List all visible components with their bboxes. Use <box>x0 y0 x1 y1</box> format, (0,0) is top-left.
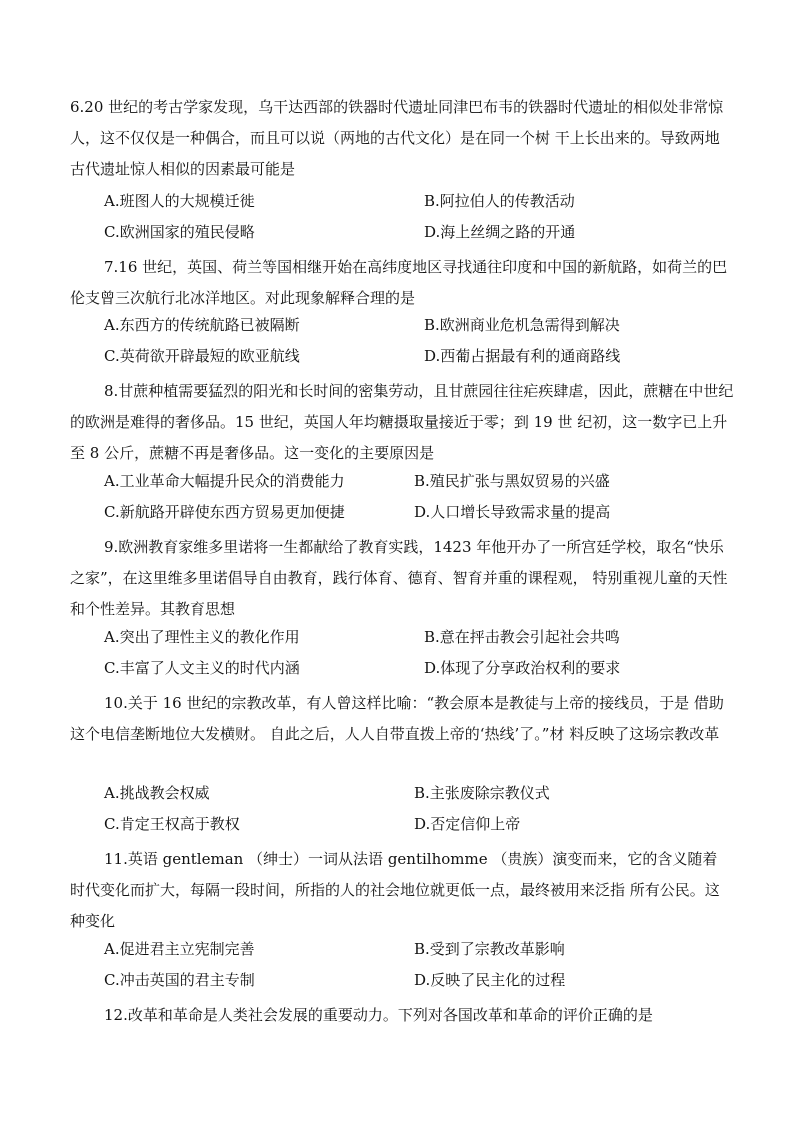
question-6-stem <box>70 92 734 185</box>
question-7-option-a[interactable]: A.东西方的传统航路已被隔断 <box>104 316 300 334</box>
question-11-option-d[interactable]: D.反映了民主化的过程 <box>414 971 566 989</box>
question-9-option-b[interactable]: B.意在抨击教会引起社会共鸣 <box>424 628 620 646</box>
question-9 <box>70 532 734 625</box>
question-7-option-b[interactable]: B.欧洲商业危机急需得到解决 <box>424 316 620 334</box>
question-6-stem-text: 6.20 世纪的考古学家发现，乌干达西部的铁器时代遗址同津巴布韦的铁器时代遗址的相似处非常惊人，这不仅仅是一种偶合，而且可以说（两地的古代文化）是在同一个树 干上长出来的。导致两地古代遗址惊人相似的因素最可能是 <box>70 98 724 178</box>
question-6-option-a[interactable]: A.班图人的大规模迁徙 <box>104 192 255 210</box>
question-10-stem: 10.关于 16 世纪的宗教改革，有人曾这样比喻：“教会原本是教徒与上帝的接线员，于是 借助这个电信垄断地位大发横财。 自此之后，人人自带直拨上帝的‘热线’了。”材 料反映了这场宗教改革 <box>70 694 724 743</box>
question-6-option-b[interactable]: B.阿拉伯人的传教活动 <box>424 192 575 210</box>
question-10 <box>70 688 734 750</box>
question-8-stem: 8.甘蔗种植需要猛烈的阳光和长时间的密集劳动，且甘蔗园往往疟疾肆虐，因此，蔗糖在中世纪的欧洲是难得的奢侈品。15 世纪，英国人年均糖摄取量接近于零；到 19 世 纪初，这一数字已上升至 8 公斤，蔗糖不再是奢侈品。这一变化的主要原因是 <box>70 382 734 462</box>
question-12-stem: 12.改革和革命是人类社会发展的重要动力。下列对各国改革和革命的评价正确的是 <box>104 1006 653 1024</box>
question-8-option-a[interactable]: A.工业革命大幅提升民众的消费能力 <box>104 472 345 490</box>
question-6-option-d[interactable]: D.海上丝绸之路的开通 <box>424 223 576 241</box>
question-8 <box>70 376 734 469</box>
question-11-option-a[interactable]: A.促进君主立宪制完善 <box>104 940 255 958</box>
question-6-option-c[interactable]: C.欧洲国家的殖民侵略 <box>104 223 255 241</box>
question-7 <box>70 252 734 314</box>
question-7-option-d[interactable]: D.西葡占据最有利的通商路线 <box>424 347 621 365</box>
question-10-option-a[interactable]: A.挑战教会权威 <box>104 784 210 802</box>
question-9-option-d[interactable]: D.体现了分享政治权利的要求 <box>424 659 621 677</box>
question-8-option-d[interactable]: D.人口增长导致需求量的提高 <box>414 503 611 521</box>
question-11-option-b[interactable]: B.受到了宗教改革影响 <box>414 940 565 958</box>
question-11-option-c[interactable]: C.冲击英国的君主专制 <box>104 971 255 989</box>
question-7-stem: 7.16 世纪，英国、荷兰等国相继开始在高纬度地区寻找通往印度和中国的新航路，如荷兰的巴伦支曾三次航行北冰洋地区。对此现象解释合理的是 <box>70 258 728 307</box>
question-6 <box>70 92 734 185</box>
question-8-option-c[interactable]: C.新航路开辟使东西方贸易更加便捷 <box>104 503 345 521</box>
question-10-option-b[interactable]: B.主张废除宗教仪式 <box>414 784 550 802</box>
question-9-option-a[interactable]: A.突出了理性主义的教化作用 <box>104 628 300 646</box>
question-11-stem: 11.英语 gentleman （绅士）一词从法语 gentilhomme （贵族）演变而来，它的含义随着 时代变化而扩大，每隔一段时间，所指的人的社会地位就更低一点，最终被用来泛指 所有公民。这种变化 <box>70 850 723 930</box>
question-10-option-c[interactable]: C.肯定王权高于教权 <box>104 815 240 833</box>
question-12 <box>70 1000 734 1031</box>
question-11 <box>70 844 734 937</box>
question-9-option-c[interactable]: C.丰富了人文主义的时代内涵 <box>104 659 300 677</box>
question-9-stem: 9.欧洲教育家维多里诺将一生都献给了教育实践，1423 年他开办了一所宫廷学校，取名“快乐之家”，在这里维多里诺倡导自由教育，践行体育、德育、智育并重的课程观， 特别重视儿童的天性和个性差异。其教育思想 <box>70 538 728 618</box>
question-7-option-c[interactable]: C.英荷欲开辟最短的欧亚航线 <box>104 347 300 365</box>
question-10-option-d[interactable]: D.否定信仰上帝 <box>414 815 521 833</box>
question-8-option-b[interactable]: B.殖民扩张与黑奴贸易的兴盛 <box>414 472 610 490</box>
